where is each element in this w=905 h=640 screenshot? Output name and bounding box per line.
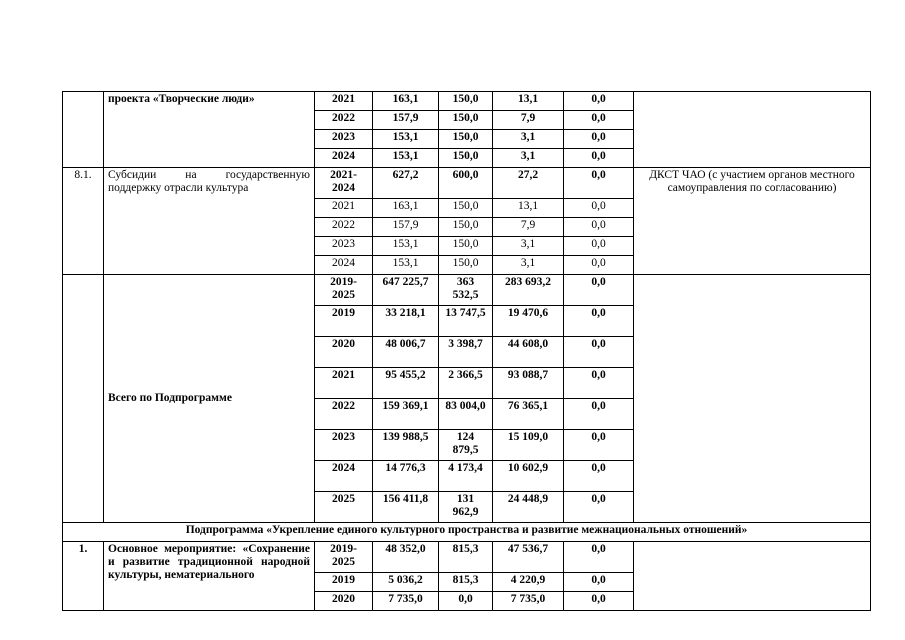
- total-cell: 627,2: [373, 168, 439, 199]
- local-cell: 0,0: [564, 218, 634, 237]
- year-cell: 2024: [315, 149, 373, 168]
- local-cell: 0,0: [564, 111, 634, 130]
- year-cell: 2025: [315, 492, 373, 523]
- federal-cell: 150,0: [439, 237, 493, 256]
- regional-cell: 93 088,7: [493, 368, 564, 399]
- regional-cell: 13,1: [493, 92, 564, 111]
- executor-cell: [634, 275, 871, 523]
- federal-cell: 363 532,5: [439, 275, 493, 306]
- table-row: [63, 168, 871, 199]
- year-cell: 2021-2024: [315, 168, 373, 199]
- local-cell: 0,0: [564, 256, 634, 275]
- year-cell: 2020: [315, 592, 373, 611]
- regional-cell: 27,2: [493, 168, 564, 199]
- regional-cell: 19 470,6: [493, 306, 564, 337]
- regional-cell: 47 536,7: [493, 542, 564, 573]
- regional-cell: 3,1: [493, 130, 564, 149]
- subprogram-section-title: Подпрограмма «Укрепление единого культурного пространства и развитие межнациональных отношений»: [63, 523, 871, 542]
- federal-cell: 150,0: [439, 256, 493, 275]
- regional-cell: 15 109,0: [493, 430, 564, 461]
- federal-cell: 131 962,9: [439, 492, 493, 523]
- local-cell: 0,0: [564, 461, 634, 492]
- year-cell: 2023: [315, 430, 373, 461]
- year-cell: 2019: [315, 306, 373, 337]
- regional-cell: 7,9: [493, 218, 564, 237]
- regional-cell: 13,1: [493, 199, 564, 218]
- year-cell: 2022: [315, 218, 373, 237]
- year-cell: 2023: [315, 237, 373, 256]
- total-cell: 163,1: [373, 92, 439, 111]
- total-cell: 647 225,7: [373, 275, 439, 306]
- year-cell: 2024: [315, 461, 373, 492]
- local-cell: 0,0: [564, 130, 634, 149]
- subprogram-total-label: Всего по Подпрограмме: [104, 275, 315, 523]
- year-cell: 2022: [315, 399, 373, 430]
- regional-cell: 3,1: [493, 149, 564, 168]
- regional-cell: 3,1: [493, 237, 564, 256]
- executor-cell: ДКСТ ЧАО (с участием органов местного самоуправления по согласованию): [634, 168, 871, 275]
- total-cell: 157,9: [373, 111, 439, 130]
- year-cell: 2019: [315, 573, 373, 592]
- federal-cell: 150,0: [439, 218, 493, 237]
- activity-name: Основное мероприятие: «Сохранение и развитие традиционной народной культуры, нематериального: [104, 542, 315, 611]
- total-cell: 157,9: [373, 218, 439, 237]
- federal-cell: 150,0: [439, 130, 493, 149]
- regional-cell: 7 735,0: [493, 592, 564, 611]
- local-cell: 0,0: [564, 368, 634, 399]
- local-cell: 0,0: [564, 592, 634, 611]
- table-row: [63, 542, 871, 573]
- activity-name: Субсидии на государственную поддержку отрасли культура: [104, 168, 315, 275]
- total-cell: 5 036,2: [373, 573, 439, 592]
- regional-cell: 4 220,9: [493, 573, 564, 592]
- executor-cell: [634, 92, 871, 168]
- executor-cell: [634, 542, 871, 611]
- total-cell: 139 988,5: [373, 430, 439, 461]
- federal-cell: 600,0: [439, 168, 493, 199]
- regional-cell: 10 602,9: [493, 461, 564, 492]
- local-cell: 0,0: [564, 306, 634, 337]
- total-cell: 33 218,1: [373, 306, 439, 337]
- year-cell: 2021: [315, 92, 373, 111]
- total-cell: 156 411,8: [373, 492, 439, 523]
- year-cell: 2019-2025: [315, 542, 373, 573]
- federal-cell: 815,3: [439, 542, 493, 573]
- year-cell: 2022: [315, 111, 373, 130]
- total-cell: 153,1: [373, 237, 439, 256]
- total-cell: 163,1: [373, 199, 439, 218]
- total-cell: 14 776,3: [373, 461, 439, 492]
- year-cell: 2023: [315, 130, 373, 149]
- total-cell: 48 006,7: [373, 337, 439, 368]
- federal-cell: 3 398,7: [439, 337, 493, 368]
- table-row: [63, 275, 871, 306]
- local-cell: 0,0: [564, 399, 634, 430]
- federal-cell: 815,3: [439, 573, 493, 592]
- year-cell: 2019-2025: [315, 275, 373, 306]
- regional-cell: 7,9: [493, 111, 564, 130]
- row-number-cell: 8.1.: [63, 168, 104, 275]
- local-cell: 0,0: [564, 199, 634, 218]
- activity-name: проекта «Творческие люди»: [104, 92, 315, 168]
- total-cell: 7 735,0: [373, 592, 439, 611]
- local-cell: 0,0: [564, 430, 634, 461]
- federal-cell: 2 366,5: [439, 368, 493, 399]
- local-cell: 0,0: [564, 237, 634, 256]
- federal-cell: 150,0: [439, 92, 493, 111]
- local-cell: 0,0: [564, 492, 634, 523]
- local-cell: 0,0: [564, 337, 634, 368]
- regional-cell: 283 693,2: [493, 275, 564, 306]
- federal-cell: 150,0: [439, 199, 493, 218]
- year-cell: 2021: [315, 368, 373, 399]
- table-row: [63, 92, 871, 111]
- total-cell: 159 369,1: [373, 399, 439, 430]
- federal-cell: 124 879,5: [439, 430, 493, 461]
- row-number-cell: [63, 92, 104, 168]
- row-number-cell: 1.: [63, 542, 104, 611]
- federal-cell: 13 747,5: [439, 306, 493, 337]
- local-cell: 0,0: [564, 275, 634, 306]
- federal-cell: 150,0: [439, 111, 493, 130]
- table-row: [63, 523, 871, 542]
- regional-cell: 3,1: [493, 256, 564, 275]
- total-cell: 48 352,0: [373, 542, 439, 573]
- local-cell: 0,0: [564, 573, 634, 592]
- regional-cell: 76 365,1: [493, 399, 564, 430]
- federal-cell: 83 004,0: [439, 399, 493, 430]
- local-cell: 0,0: [564, 168, 634, 199]
- total-cell: 95 455,2: [373, 368, 439, 399]
- local-cell: 0,0: [564, 149, 634, 168]
- total-cell: 153,1: [373, 256, 439, 275]
- year-cell: 2020: [315, 337, 373, 368]
- total-cell: 153,1: [373, 149, 439, 168]
- budget-table: [62, 91, 871, 611]
- total-cell: 153,1: [373, 130, 439, 149]
- federal-cell: 4 173,4: [439, 461, 493, 492]
- year-cell: 2024: [315, 256, 373, 275]
- row-number-cell: [63, 275, 104, 523]
- year-cell: 2021: [315, 199, 373, 218]
- local-cell: 0,0: [564, 542, 634, 573]
- local-cell: 0,0: [564, 92, 634, 111]
- regional-cell: 44 608,0: [493, 337, 564, 368]
- regional-cell: 24 448,9: [493, 492, 564, 523]
- federal-cell: 0,0: [439, 592, 493, 611]
- federal-cell: 150,0: [439, 149, 493, 168]
